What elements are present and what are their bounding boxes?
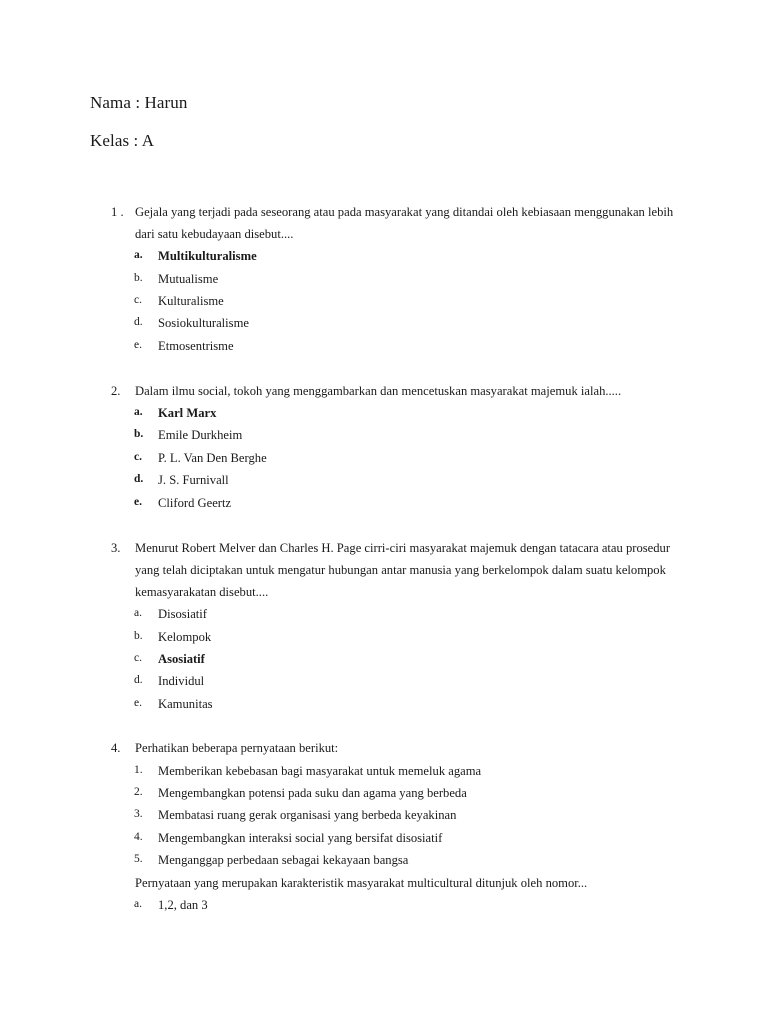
option-letter: b. xyxy=(134,272,143,284)
question-text: Gejala yang terjadi pada seseorang atau pada masyarakat yang ditandai oleh kebiasaan menggunakan lebih xyxy=(135,205,674,219)
statement-number: 5. xyxy=(134,853,143,865)
option-text: Disosiatif xyxy=(158,607,207,621)
option-text: Sosiokulturalisme xyxy=(158,316,249,330)
question-text: yang telah diciptakan untuk mengatur hubungan antar manusia yang berkelompok dalam suatu kelompok xyxy=(135,563,666,577)
option-letter: a. xyxy=(134,406,143,418)
option-text: Kelompok xyxy=(158,630,212,644)
statement-number: 1. xyxy=(134,764,143,776)
option-text: Asosiatif xyxy=(158,652,205,666)
option-letter: c. xyxy=(134,652,142,664)
option-text: J. S. Furnivall xyxy=(158,473,229,487)
question-number: 1 . xyxy=(111,205,124,219)
statement-text: Mengembangkan potensi pada suku dan agama yang berbeda xyxy=(158,786,467,800)
question-number: 4. xyxy=(111,741,121,755)
statement-number: 4. xyxy=(134,831,143,843)
question-number: 3. xyxy=(111,541,121,555)
option-letter: d. xyxy=(134,316,143,328)
statement-text: Menganggap perbedaan sebagai kekayaan bangsa xyxy=(158,853,409,867)
question-number: 2. xyxy=(111,384,121,398)
option-letter: c. xyxy=(134,294,142,306)
option-text: Mutualisme xyxy=(158,272,219,286)
option-letter: b. xyxy=(134,630,143,642)
option-text: Etmosentrisme xyxy=(158,339,234,353)
student-name: Nama : Harun xyxy=(90,93,188,112)
option-text: P. L. Van Den Berghe xyxy=(158,451,267,465)
option-letter: e. xyxy=(134,339,142,351)
option-letter: e. xyxy=(134,697,142,709)
option-text: Emile Durkheim xyxy=(158,428,243,442)
statement-text: Membatasi ruang gerak organisasi yang berbeda keyakinan xyxy=(158,808,457,822)
question-text: Perhatikan beberapa pernyataan berikut: xyxy=(135,741,339,755)
option-letter: a. xyxy=(134,607,142,619)
question-text: kemasyarakatan disebut.... xyxy=(135,585,269,599)
option-text: Karl Marx xyxy=(158,406,217,420)
option-text: Kamunitas xyxy=(158,697,213,711)
statement-text: Memberikan kebebasan bagi masyarakat untuk memeluk agama xyxy=(158,764,482,778)
option-letter: e. xyxy=(134,496,142,508)
option-letter: d. xyxy=(134,674,143,686)
question-text: dari satu kebudayaan disebut.... xyxy=(135,227,294,241)
option-letter: a. xyxy=(134,249,143,261)
option-text: Kulturalisme xyxy=(158,294,224,308)
option-text: Cliford Geertz xyxy=(158,496,232,510)
statement-number: 3. xyxy=(134,808,143,820)
option-text: Multikulturalisme xyxy=(158,249,257,263)
option-letter: c. xyxy=(134,451,142,463)
statement-number: 2. xyxy=(134,786,143,798)
statement-text: Mengembangkan interaksi social yang bersifat disosiatif xyxy=(158,831,443,845)
student-class: Kelas : A xyxy=(90,131,155,150)
option-letter: a. xyxy=(134,898,142,910)
option-text: 1,2, dan 3 xyxy=(158,898,208,912)
option-letter: d. xyxy=(134,473,144,485)
question-text: Pernyataan yang merupakan karakteristik masyarakat multicultural ditunjuk oleh nomor... xyxy=(135,876,588,890)
option-letter: b. xyxy=(134,428,144,440)
question-text: Dalam ilmu social, tokoh yang menggambarkan dan mencetuskan masyarakat majemuk ialah..... xyxy=(135,384,622,398)
option-text: Individul xyxy=(158,674,205,688)
question-text: Menurut Robert Melver dan Charles H. Page cirri-ciri masyarakat majemuk dengan tatacara atau prosedur xyxy=(135,541,671,555)
